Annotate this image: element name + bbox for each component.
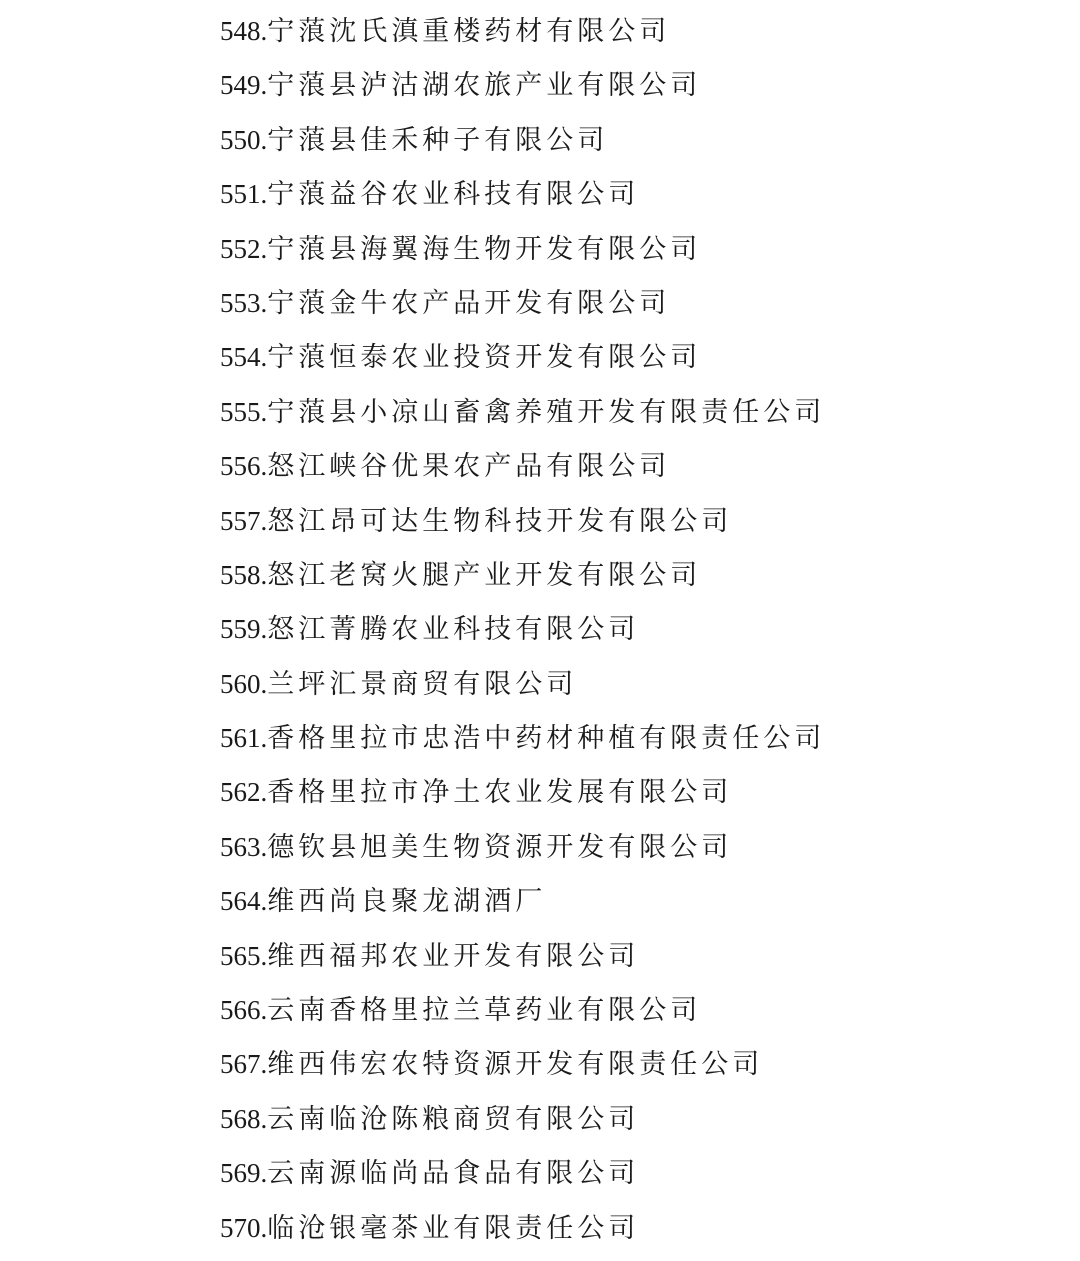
item-number: 553. [220, 287, 268, 318]
list-item [220, 657, 825, 711]
list-item [220, 1092, 825, 1146]
item-number: 559. [220, 614, 268, 645]
item-number: 570. [220, 1212, 268, 1243]
item-number: 555. [220, 396, 268, 427]
list-item [220, 276, 825, 330]
item-number: 565. [220, 940, 268, 971]
company-name: 云南香格里拉兰草药业有限公司 [267, 995, 702, 1027]
item-number: 554. [220, 342, 268, 373]
item-number: 561. [220, 723, 268, 754]
company-name: 德钦县旭美生物资源开发有限公司 [267, 831, 733, 863]
list-item [220, 494, 825, 548]
list-item [220, 602, 825, 656]
company-name: 宁蒗金牛农产品开发有限公司 [267, 287, 671, 319]
item-number: 566. [220, 995, 268, 1026]
item-number: 548. [220, 16, 268, 46]
item-number: 557. [220, 505, 268, 536]
item-number: 563. [220, 831, 268, 862]
list-item [220, 820, 825, 874]
company-name: 宁蒗恒泰农业投资开发有限公司 [267, 342, 702, 374]
company-name: 宁蒗沈氏滇重楼药材有限公司 [267, 16, 671, 47]
list-item [220, 439, 825, 493]
company-name: 香格里拉市净土农业发展有限公司 [267, 777, 733, 809]
list-item [220, 58, 825, 112]
item-number: 569. [220, 1158, 268, 1189]
list-item [220, 929, 825, 983]
company-name: 怒江昂可达生物科技开发有限公司 [267, 505, 733, 537]
company-list [220, 4, 825, 1255]
item-number: 562. [220, 777, 268, 808]
company-name: 云南源临尚品食品有限公司 [267, 1158, 640, 1190]
item-number: 556. [220, 451, 268, 482]
list-item [220, 385, 825, 439]
list-item [220, 1201, 825, 1255]
list-item [220, 1146, 825, 1200]
list-item [220, 711, 825, 765]
company-name: 兰坪汇景商贸有限公司 [267, 668, 578, 700]
list-item [220, 167, 825, 221]
company-name: 维西福邦农业开发有限公司 [267, 940, 640, 972]
list-item [220, 222, 825, 276]
company-name: 宁蒗县佳禾种子有限公司 [267, 124, 609, 156]
list-item [220, 113, 825, 167]
list-item [220, 874, 825, 928]
company-name: 宁蒗益谷农业科技有限公司 [267, 179, 640, 211]
list-item [220, 548, 825, 602]
item-number: 560. [220, 668, 268, 699]
company-name: 维西尚良聚龙湖酒厂 [267, 886, 547, 918]
item-number: 552. [220, 233, 268, 264]
item-number: 564. [220, 886, 268, 917]
company-name: 香格里拉市忠浩中药材种植有限责任公司 [267, 723, 826, 755]
item-number: 568. [220, 1103, 268, 1134]
list-item [220, 4, 825, 58]
list-item [220, 1037, 825, 1091]
company-name: 云南临沧陈粮商贸有限公司 [267, 1103, 640, 1135]
item-number: 550. [220, 124, 268, 155]
item-number: 567. [220, 1049, 268, 1080]
company-name: 宁蒗县泸沽湖农旅产业有限公司 [267, 70, 702, 102]
company-name: 怒江菁腾农业科技有限公司 [267, 614, 640, 646]
item-number: 551. [220, 179, 268, 210]
company-name: 维西伟宏农特资源开发有限责任公司 [267, 1049, 764, 1081]
company-name: 宁蒗县小凉山畜禽养殖开发有限责任公司 [267, 396, 826, 428]
company-name: 临沧银毫茶业有限责任公司 [267, 1212, 640, 1244]
list-item [220, 983, 825, 1037]
item-number: 558. [220, 559, 268, 590]
company-name: 怒江峡谷优果农产品有限公司 [267, 451, 671, 483]
list-item [220, 330, 825, 384]
company-name: 宁蒗县海翼海生物开发有限公司 [267, 233, 702, 265]
item-number: 549. [220, 70, 268, 101]
list-item [220, 765, 825, 819]
company-name: 怒江老窝火腿产业开发有限公司 [267, 559, 702, 591]
